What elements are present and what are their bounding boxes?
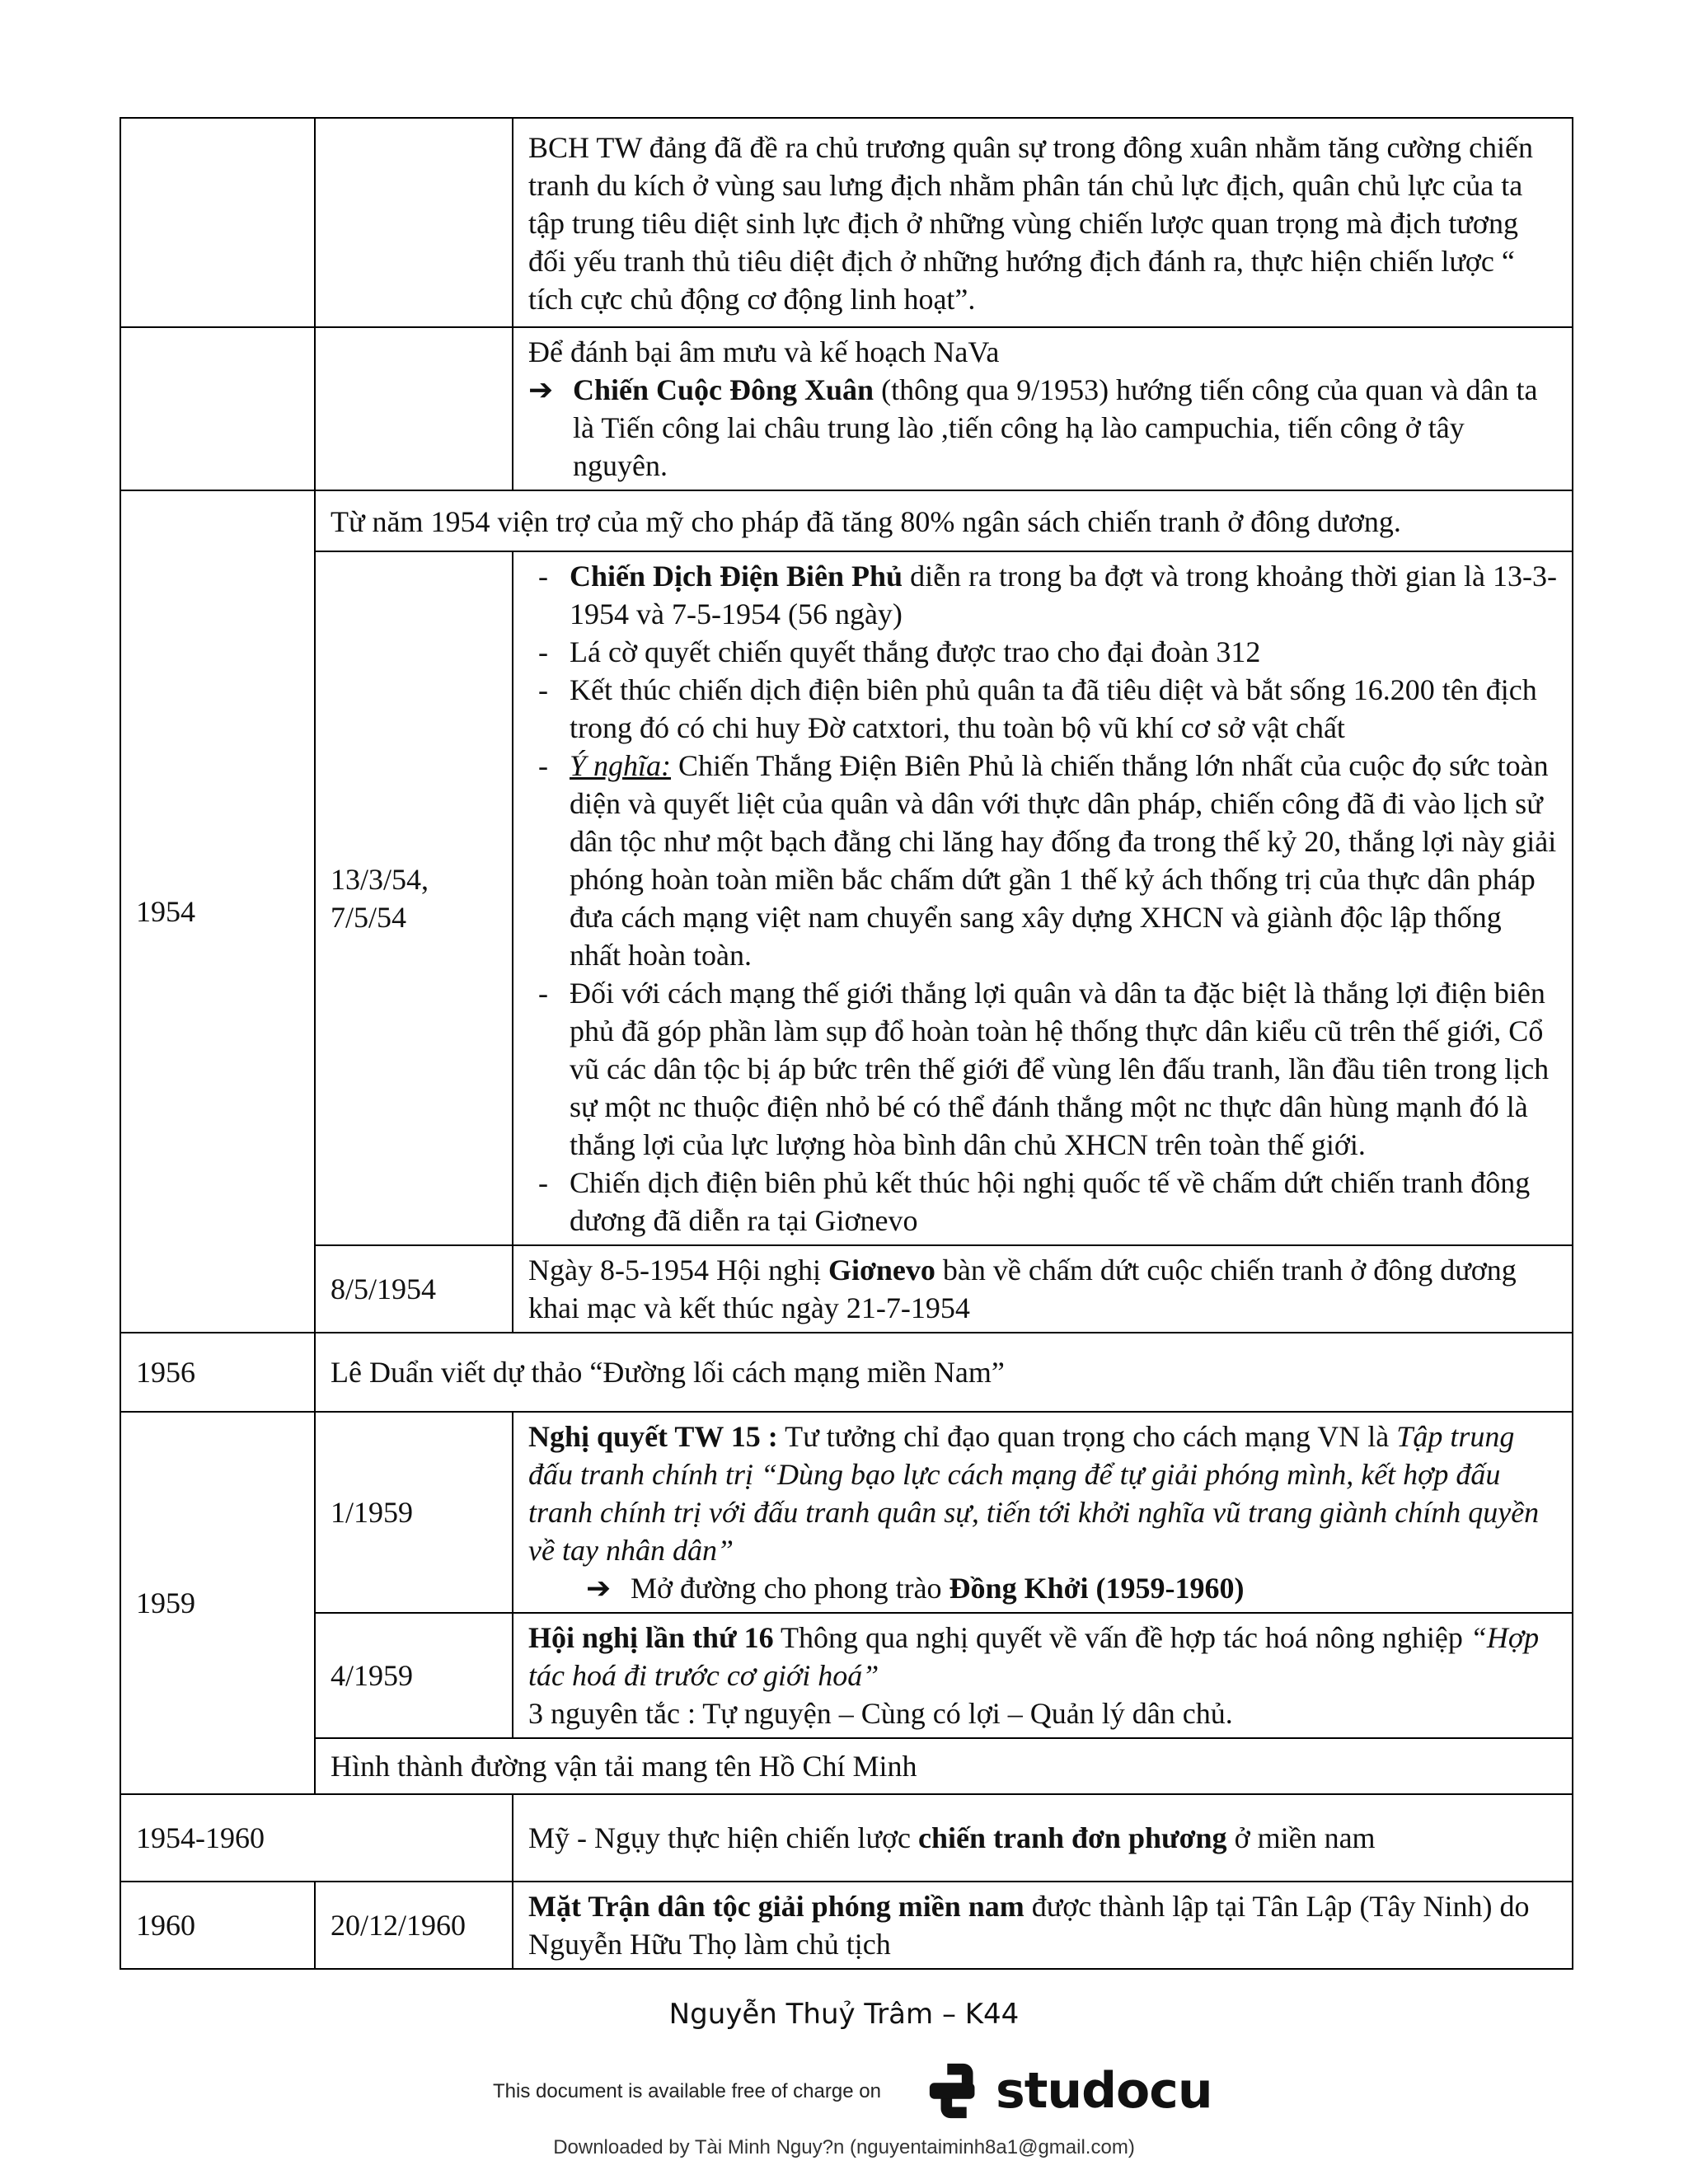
- arrow-right-icon: ➔: [528, 373, 554, 406]
- table-row: [120, 1333, 1573, 1412]
- timeline-table: [120, 117, 1573, 1970]
- bold-text: Hội nghị lần thứ 16: [528, 1621, 774, 1654]
- arrow-item: ➔ Mở đường cho phong trào Đồng Khởi (1959-1960): [528, 1569, 1557, 1607]
- table-row: [120, 118, 1573, 327]
- table-row: [120, 1882, 1573, 1969]
- content-cell: [513, 551, 1573, 1245]
- year-cell: [120, 118, 315, 327]
- list-item: - Kết thúc chiến dịch điện biên phủ quân ta đã tiêu diệt và bắt sống 16.200 tên địch trong đó có chi huy Đờ catxtori, thu toàn bộ vũ khí cơ sở vật chất: [528, 671, 1557, 747]
- table-row: [120, 551, 1573, 1245]
- content-text: Hội nghị lần thứ 16 Thông qua nghị quyết về vấn đề hợp tác hoá nông nghiệp “Hợp tác hoá đi trước cơ giới hoá”: [528, 1621, 1540, 1692]
- content-text: Mỹ - Ngụy thực hiện chiến lược chiến tranh đơn phương ở miền nam: [528, 1821, 1376, 1854]
- year-cell: 1959: [120, 1412, 315, 1794]
- year-cell: 1954: [120, 490, 315, 1333]
- content-cell: [513, 118, 1573, 327]
- date-cell: [315, 118, 513, 327]
- content-cell: [315, 490, 1573, 551]
- footer-availability-text: This document is available free of charge on: [493, 2080, 881, 2102]
- year-cell: 1960: [120, 1882, 315, 1969]
- year-cell: 1954-1960: [120, 1794, 513, 1882]
- content-text: BCH TW đảng đã đề ra chủ trương quân sự trong đông xuân nhằm tăng cường chiến tranh du kích ở vùng sau lưng địch nhằm phân tán chủ lực địch, quân chủ lực của ta tập trung tiêu diệt sinh lực địch ở những vùng chiến lược quan trọng mà địch tương đối yếu tranh thủ tiêu diệt địch ở những hướng địch đánh ra, thực hiện chiến lược “ tích cực chủ động cơ động linh hoạt”.: [528, 131, 1534, 316]
- bold-text: chiến tranh đơn phương: [917, 1821, 1227, 1854]
- list-item: - Lá cờ quyết chiến quyết thắng được trao cho đại đoàn 312: [528, 633, 1557, 671]
- bold-text: Chiến Cuộc Đông Xuân: [573, 373, 874, 406]
- list-item: - Chiến dịch điện biên phủ kết thúc hội nghị quốc tế về chấm dứt chiến tranh đông dương đã diễn ra tại Giơnevo: [528, 1164, 1557, 1240]
- date-cell: 1/1959: [315, 1412, 513, 1613]
- bold-text: Nghị quyết TW 15 :: [528, 1420, 778, 1453]
- date-cell: 4/1959: [315, 1613, 513, 1738]
- content-cell: [513, 1245, 1573, 1333]
- table-row: [120, 327, 1573, 490]
- content-cell: Lê Duẩn viết dự thảo “Đường lối cách mạng miền Nam”: [315, 1333, 1573, 1412]
- date-cell: 13/3/54, 7/5/54: [315, 551, 513, 1245]
- table-row: [120, 1412, 1573, 1613]
- arrow-right-icon: ➔: [586, 1572, 612, 1605]
- arrow-item: [528, 371, 1557, 485]
- content-text: 3 nguyên tắc : Tự nguyện – Cùng có lợi – Quản lý dân chủ.: [528, 1697, 1233, 1730]
- studocu-logo-text: studocu: [996, 2062, 1212, 2120]
- content-cell: Hình thành đường vận tải mang tên Hồ Chí Minh: [315, 1738, 1573, 1794]
- content-text: Mặt Trận dân tộc giải phóng miền nam được thành lập tại Tân Lập (Tây Ninh) do Nguyễn Hữu Thọ làm chủ tịch: [528, 1890, 1530, 1961]
- table-row: [120, 1245, 1573, 1333]
- list-item: - Ý nghĩa: Chiến Thắng Điện Biên Phủ là chiến thắng lớn nhất của cuộc đọ sức toàn diện và quyết liệt của quân và dân với thực dân pháp, chiến công đã đi vào lịch sử dân tộc như một bạch đằng chi lăng hay đống đa trong thế kỷ 20, thắng lợi này giải phóng hoàn toàn miền bắc chấm dứt gần 1 thế kỷ ách thống trị của thực dân pháp đưa cách mạng việt nam chuyển sang xây dựng XHCN và giành độc lập thống nhất hoàn toàn.: [528, 747, 1557, 974]
- table-row: [120, 1738, 1573, 1794]
- bold-text: Đồng Khởi (1959-1960): [949, 1572, 1245, 1605]
- date-cell: 20/12/1960: [315, 1882, 513, 1969]
- bold-text: Mặt Trận dân tộc giải phóng miền nam: [528, 1890, 1025, 1923]
- date-cell: [315, 327, 513, 490]
- meaning-label: Ý nghĩa:: [570, 749, 672, 782]
- content-text: (thông qua 9/1953) hướng tiến công của quan và dân ta là Tiến công lai châu trung lào ,tiến công hạ lào campuchia, tiến công ở tây nguyên.: [573, 373, 1538, 482]
- content-text: Ngày 8-5-1954 Hội nghị Giơnevo bàn về chấm dứt cuộc chiến tranh ở đông dương khai mạc và kết thúc ngày 21-7-1954: [528, 1254, 1517, 1324]
- year-cell: 1956: [120, 1333, 315, 1412]
- table-row: [120, 1794, 1573, 1882]
- year-cell: [120, 327, 315, 490]
- content-cell: [513, 1882, 1573, 1969]
- content-cell: [513, 1613, 1573, 1738]
- content-cell: [513, 1794, 1573, 1882]
- list-item: - Đối với cách mạng thế giới thắng lợi quân và dân ta đặc biệt là thắng lợi điện biên phủ đã góp phần làm sụp đổ hoàn toàn hệ thống thực dân kiểu cũ trên thế giới, Cổ vũ các dân tộc bị áp bức trên thế giới để vùng lên đấu tranh, lần đầu tiên trong lịch sự một nc thuộc điện nhỏ bé có thể đánh thắng một nc thực dân hùng mạnh đó là thắng lợi của lực lượng hòa bình dân chủ XHCN trên toàn thế giới.: [528, 974, 1557, 1164]
- content-text: Để đánh bại âm mưu và kế hoạch NaVa: [528, 335, 1000, 368]
- bold-text: Giơnevo: [828, 1254, 935, 1286]
- date-cell: 8/5/1954: [315, 1245, 513, 1333]
- bullet-list: [528, 557, 1557, 1240]
- footer-author: Nguyễn Thuỷ Trâm – K44: [668, 1998, 1020, 2031]
- list-item: - Chiến Dịch Điện Biên Phủ diễn ra trong ba đợt và trong khoảng thời gian là 13-3-1954 và 7-5-1954 (56 ngày): [528, 557, 1557, 633]
- content-cell: [513, 1412, 1573, 1613]
- content-cell: [513, 327, 1573, 490]
- footer-download-info: Downloaded by Tài Minh Nguy?n (nguyentaiminh8a1@gmail.com): [553, 2136, 1135, 2158]
- table-row: [120, 1613, 1573, 1738]
- content-text: Từ năm 1954 viện trợ của mỹ cho pháp đã tăng 80% ngân sách chiến tranh ở đông dương.: [331, 505, 1401, 538]
- content-text: Nghị quyết TW 15 : Tư tưởng chỉ đạo quan trọng cho cách mạng VN là Tập trung đấu tranh chính trị “Dùng bạo lực cách mạng để tự giải phóng mình, kết hợp đấu tranh chính trị với đấu tranh quân sự, tiến tới khởi nghĩa vũ trang giành chính quyền về tay nhân dân”: [528, 1420, 1540, 1567]
- studocu-logo-icon: [925, 2059, 989, 2123]
- table-row: [120, 490, 1573, 551]
- studocu-logo[interactable]: [925, 2059, 1212, 2123]
- bold-text: Chiến Dịch Điện Biên Phủ: [570, 560, 903, 593]
